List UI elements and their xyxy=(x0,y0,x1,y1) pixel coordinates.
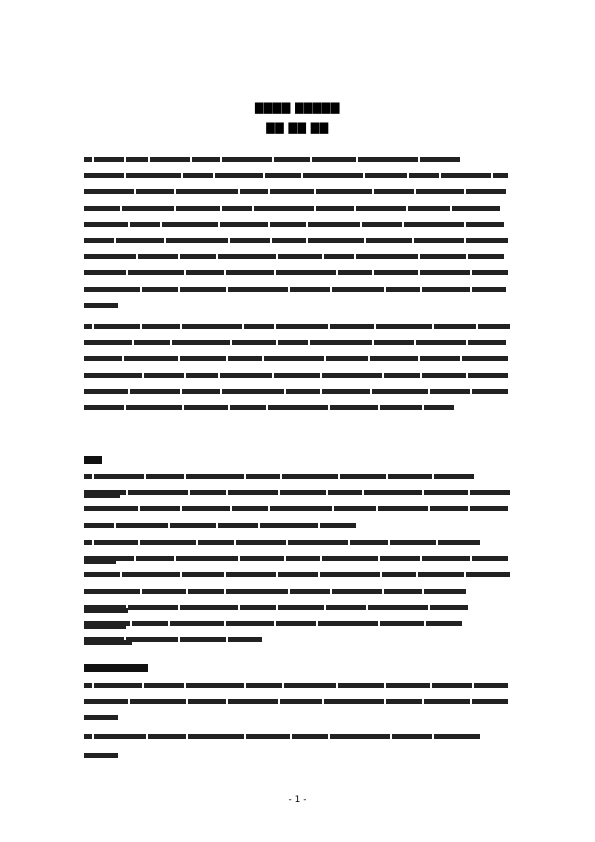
text-line xyxy=(84,734,512,739)
text-line xyxy=(84,715,512,720)
text-line xyxy=(84,356,512,361)
text-line xyxy=(84,506,512,511)
text-line xyxy=(84,605,512,610)
section-2-paragraph-2 xyxy=(84,734,512,750)
text-line xyxy=(84,637,512,642)
text-line xyxy=(84,389,512,394)
text-line xyxy=(84,222,512,227)
abstract-paragraph-1 xyxy=(84,157,512,319)
text-line xyxy=(84,173,512,178)
section-1-paragraph-2 xyxy=(84,540,512,653)
section-2-paragraph-1 xyxy=(84,683,512,732)
section-heading-2 xyxy=(84,664,148,672)
text-line xyxy=(84,490,512,495)
text-line xyxy=(84,373,512,378)
section-1-paragraph-1 xyxy=(84,474,512,539)
text-line xyxy=(84,523,512,528)
abstract-paragraph-2 xyxy=(84,324,512,421)
section-heading-1 xyxy=(84,456,102,464)
page-number: - 1 - xyxy=(288,795,307,805)
text-line xyxy=(84,405,512,410)
text-line xyxy=(84,157,512,162)
document-title: ▇▇▇▇ ▇▇▇▇▇ xyxy=(255,101,340,114)
text-line xyxy=(84,206,512,211)
text-line xyxy=(84,287,512,292)
text-line xyxy=(84,572,512,577)
text-line xyxy=(84,683,512,688)
text-line xyxy=(84,189,512,194)
text-line xyxy=(84,474,512,479)
text-line xyxy=(84,324,512,329)
text-line xyxy=(84,589,512,594)
text-line xyxy=(84,254,512,259)
text-line xyxy=(84,238,512,243)
document-subtitle: ▇▇ ▇▇ ▇▇ xyxy=(266,121,329,134)
text-line xyxy=(84,621,512,626)
text-line xyxy=(84,699,512,704)
text-line xyxy=(84,270,512,275)
text-line xyxy=(84,556,512,561)
text-line xyxy=(84,303,512,308)
text-line xyxy=(84,540,512,545)
text-line xyxy=(84,340,512,345)
